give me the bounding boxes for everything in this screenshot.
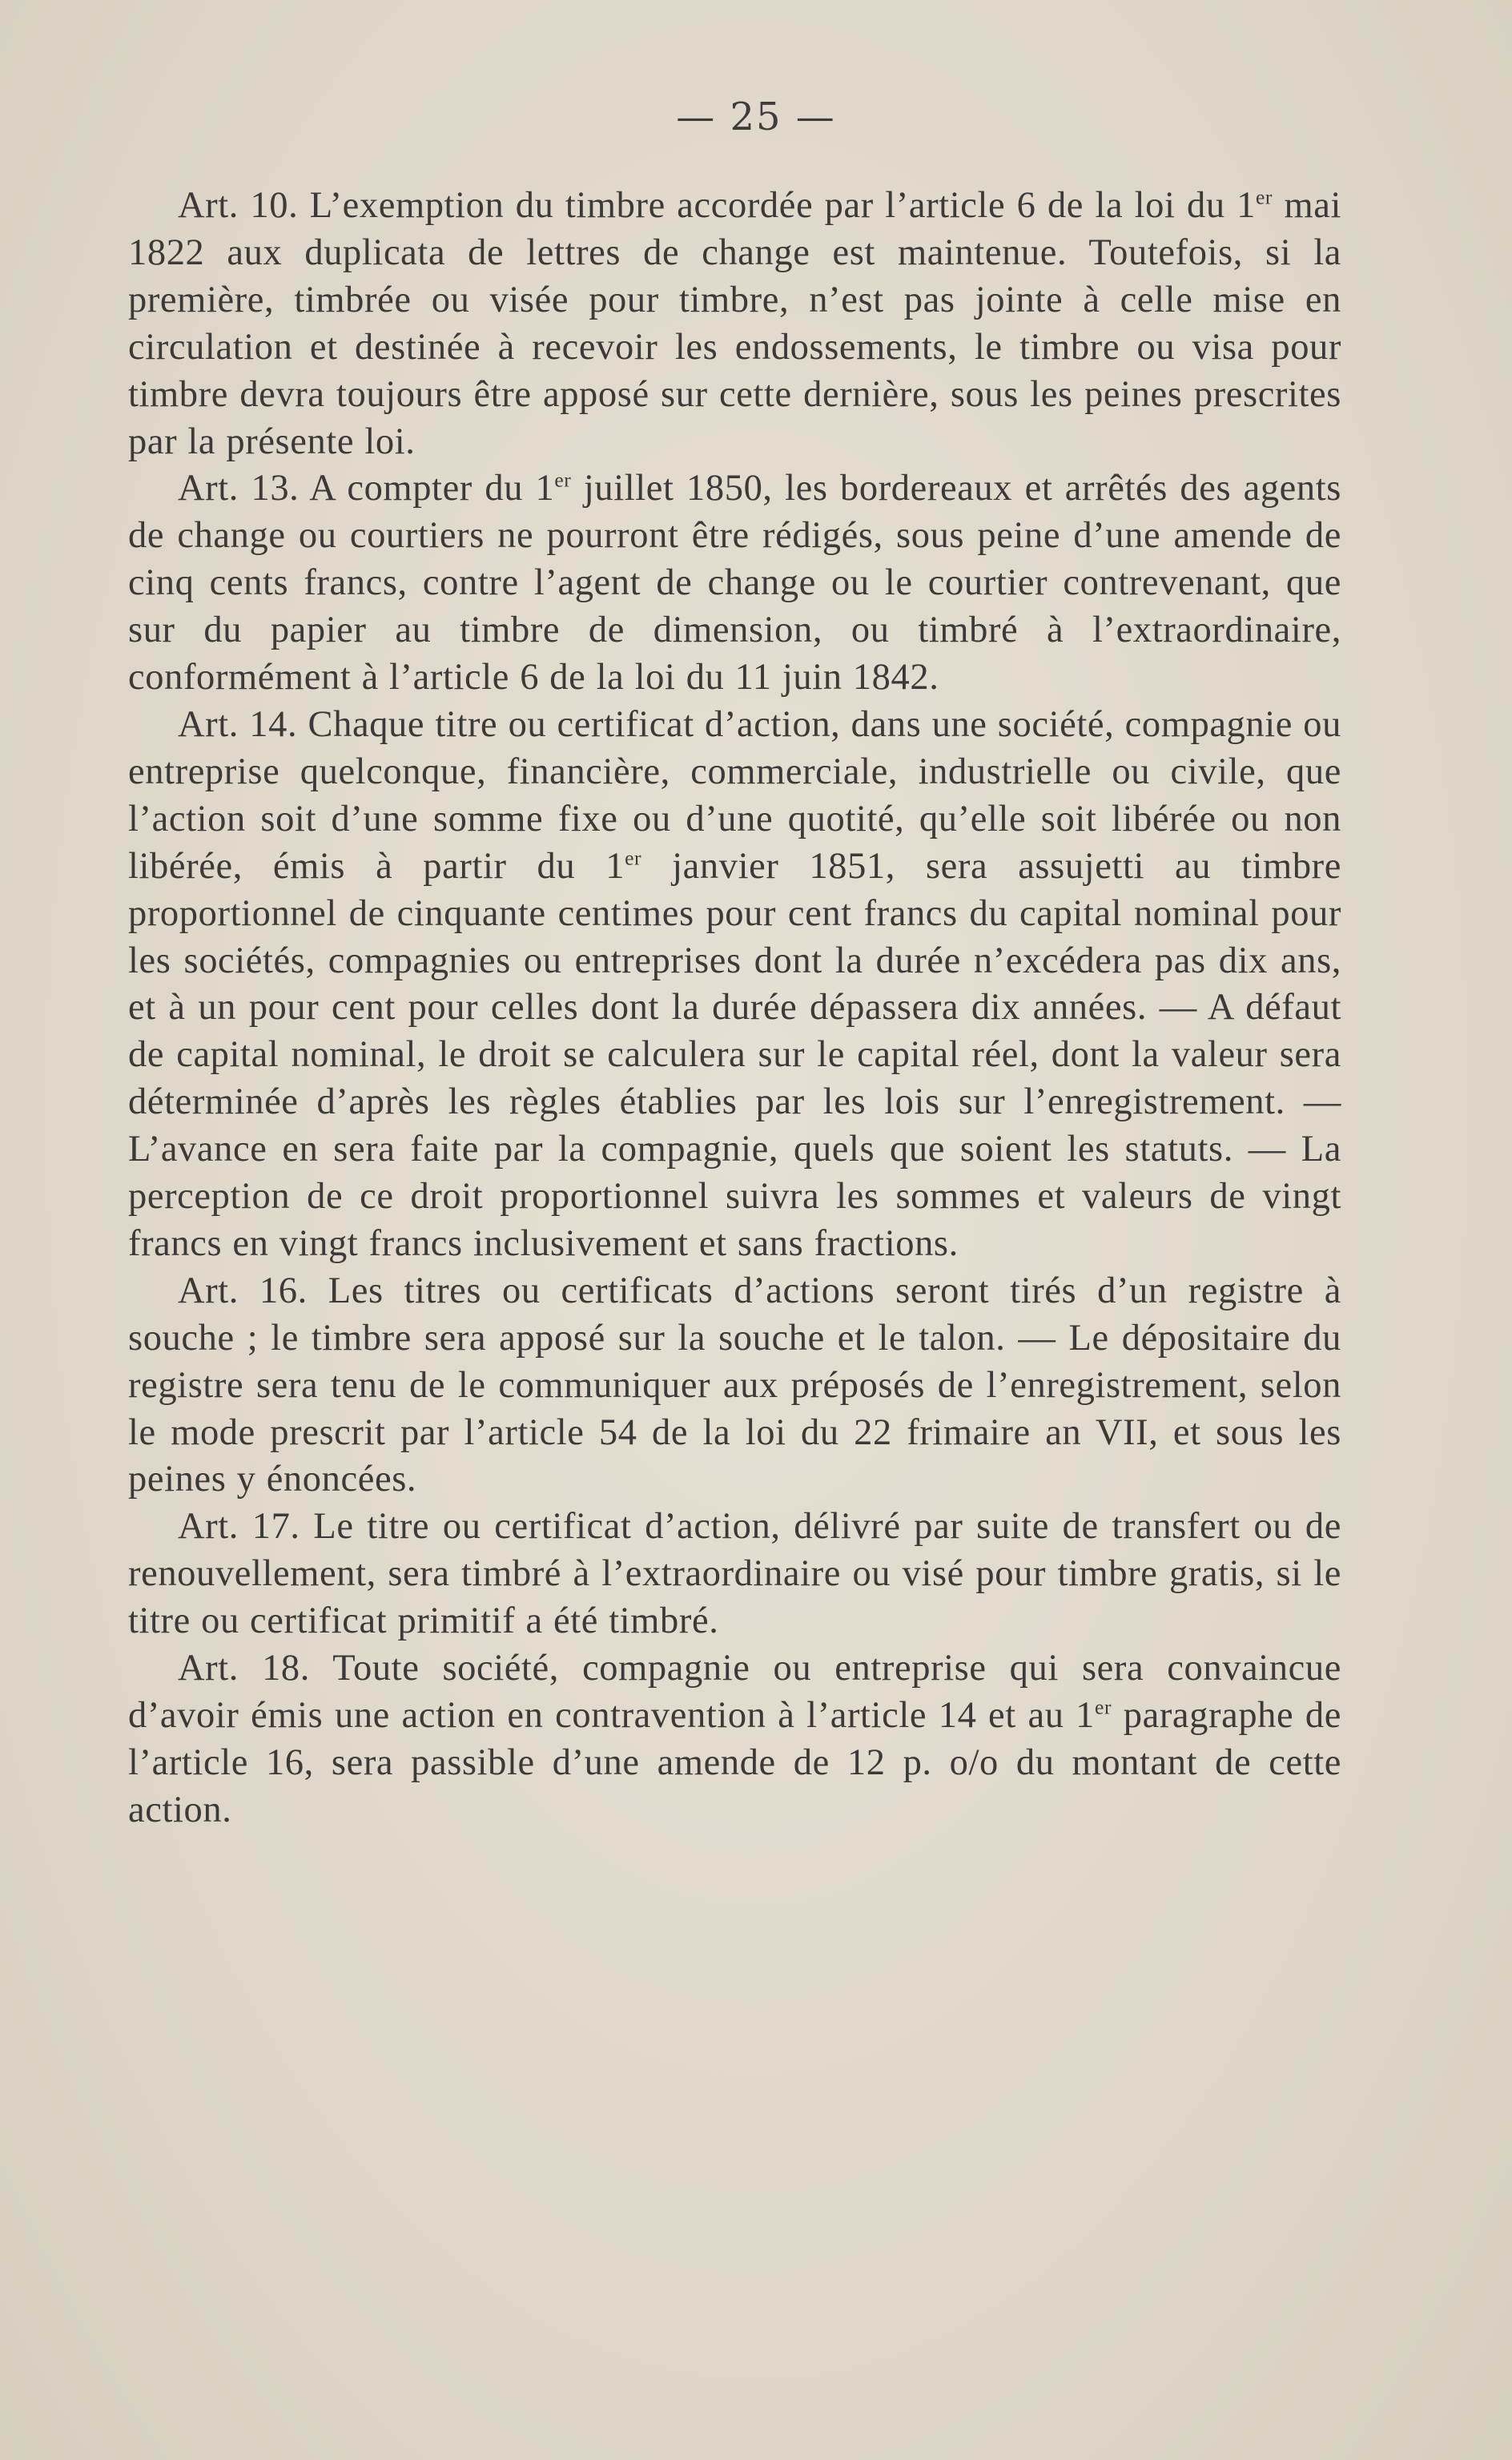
- article-13: [128, 465, 1341, 702]
- page-number: — 25 —: [676, 95, 836, 139]
- article-10-text-cont: mai 1822 aux duplicata de lettres de change est maintenue. Toutefois, si la première, timbrée ou visée pour timbre, n’est pas jointe à celle mise en circulation et destinée à recevoir les endossements, le timbre ou visa pour timbre devra toujours être apposé sur cette dernière, sous les peines prescrites par la présente loi.: [128, 185, 1341, 462]
- article-13-text: Art. 13. A compter du 1: [178, 468, 555, 509]
- body-text: [128, 183, 1341, 1834]
- superscript: er: [625, 846, 642, 870]
- superscript: er: [554, 468, 572, 492]
- superscript: er: [1255, 185, 1273, 209]
- article-10-text: Art. 10. L’exemption du timbre accordée par l’article 6 de la loi du 1: [178, 185, 1256, 226]
- article-13-text-cont: juillet 1850, les bordereaux et arrêtés des agents de change ou courtiers ne pourront être rédigés, sous peine d’une amende de cinq cents francs, contre l’agent de change ou le courtier contrevenant, que sur du papier au timbre de dimension, ou timbré à l’extraordinaire, conformément à l’article 6 de la loi du 11 juin 1842.: [128, 468, 1341, 699]
- article-16: [128, 1268, 1341, 1504]
- article-14-text: Art. 14. Chaque titre ou certificat d’action, dans une société, compagnie ou entreprise quelconque, financière, commerciale, industrielle ou civile, que l’action soit d’une somme fixe ou d’une quotité, qu’elle soit libérée ou non libérée, émis à partir du 1: [128, 703, 1341, 887]
- article-10: [128, 183, 1341, 465]
- article-16-text: Art. 16. Les titres ou certificats d’actions seront tirés d’un registre à souche ; le timbre sera apposé sur la souche et le talon. — Le dépositaire du registre sera tenu de le communiquer aux préposés de l’enregistrement, selon le mode prescrit par l’article 54 de la loi du 22 frimaire an VII, et sous les peines y énoncées.: [128, 1270, 1341, 1500]
- article-14-text-cont: janvier 1851, sera assujetti au timbre proportionnel de cinquante centimes pour cent francs du capital nominal pour les sociétés, compagnies ou entreprises dont la durée n’excédera pas dix ans, et à un pour cent pour celles dont la durée dépassera dix années. — A défaut de capital nominal, le droit se calculera sur le capital réel, dont la valeur sera déterminée d’après les règles établies par les lois sur l’enregistrement. — L’avance en sera faite par la compagnie, quels que soient les statuts. — La perception de ce droit proportionnel suivra les sommes et valeurs de vingt francs en vingt francs inclusivement et sans fractions.: [128, 845, 1341, 1264]
- article-17-text: Art. 17. Le titre ou certificat d’action, délivré par suite de transfert ou de renouvellement, sera timbré à l’extraordinaire ou visé pour timbre gratis, si le titre ou certificat primitif a été timbré.: [128, 1506, 1341, 1642]
- article-17: [128, 1504, 1341, 1645]
- article-18-text: Art. 18. Toute société, compagnie ou entreprise qui sera convaincue d’avoir émis une action en contravention à l’article 14 et au 1: [128, 1648, 1341, 1736]
- superscript: er: [1095, 1695, 1112, 1719]
- article-14: [128, 702, 1341, 1268]
- article-18-text-cont: paragraphe de l’article 16, sera passible d’une amende de 12 p. o/o du montant de cette action.: [128, 1695, 1341, 1830]
- article-18: [128, 1645, 1341, 1834]
